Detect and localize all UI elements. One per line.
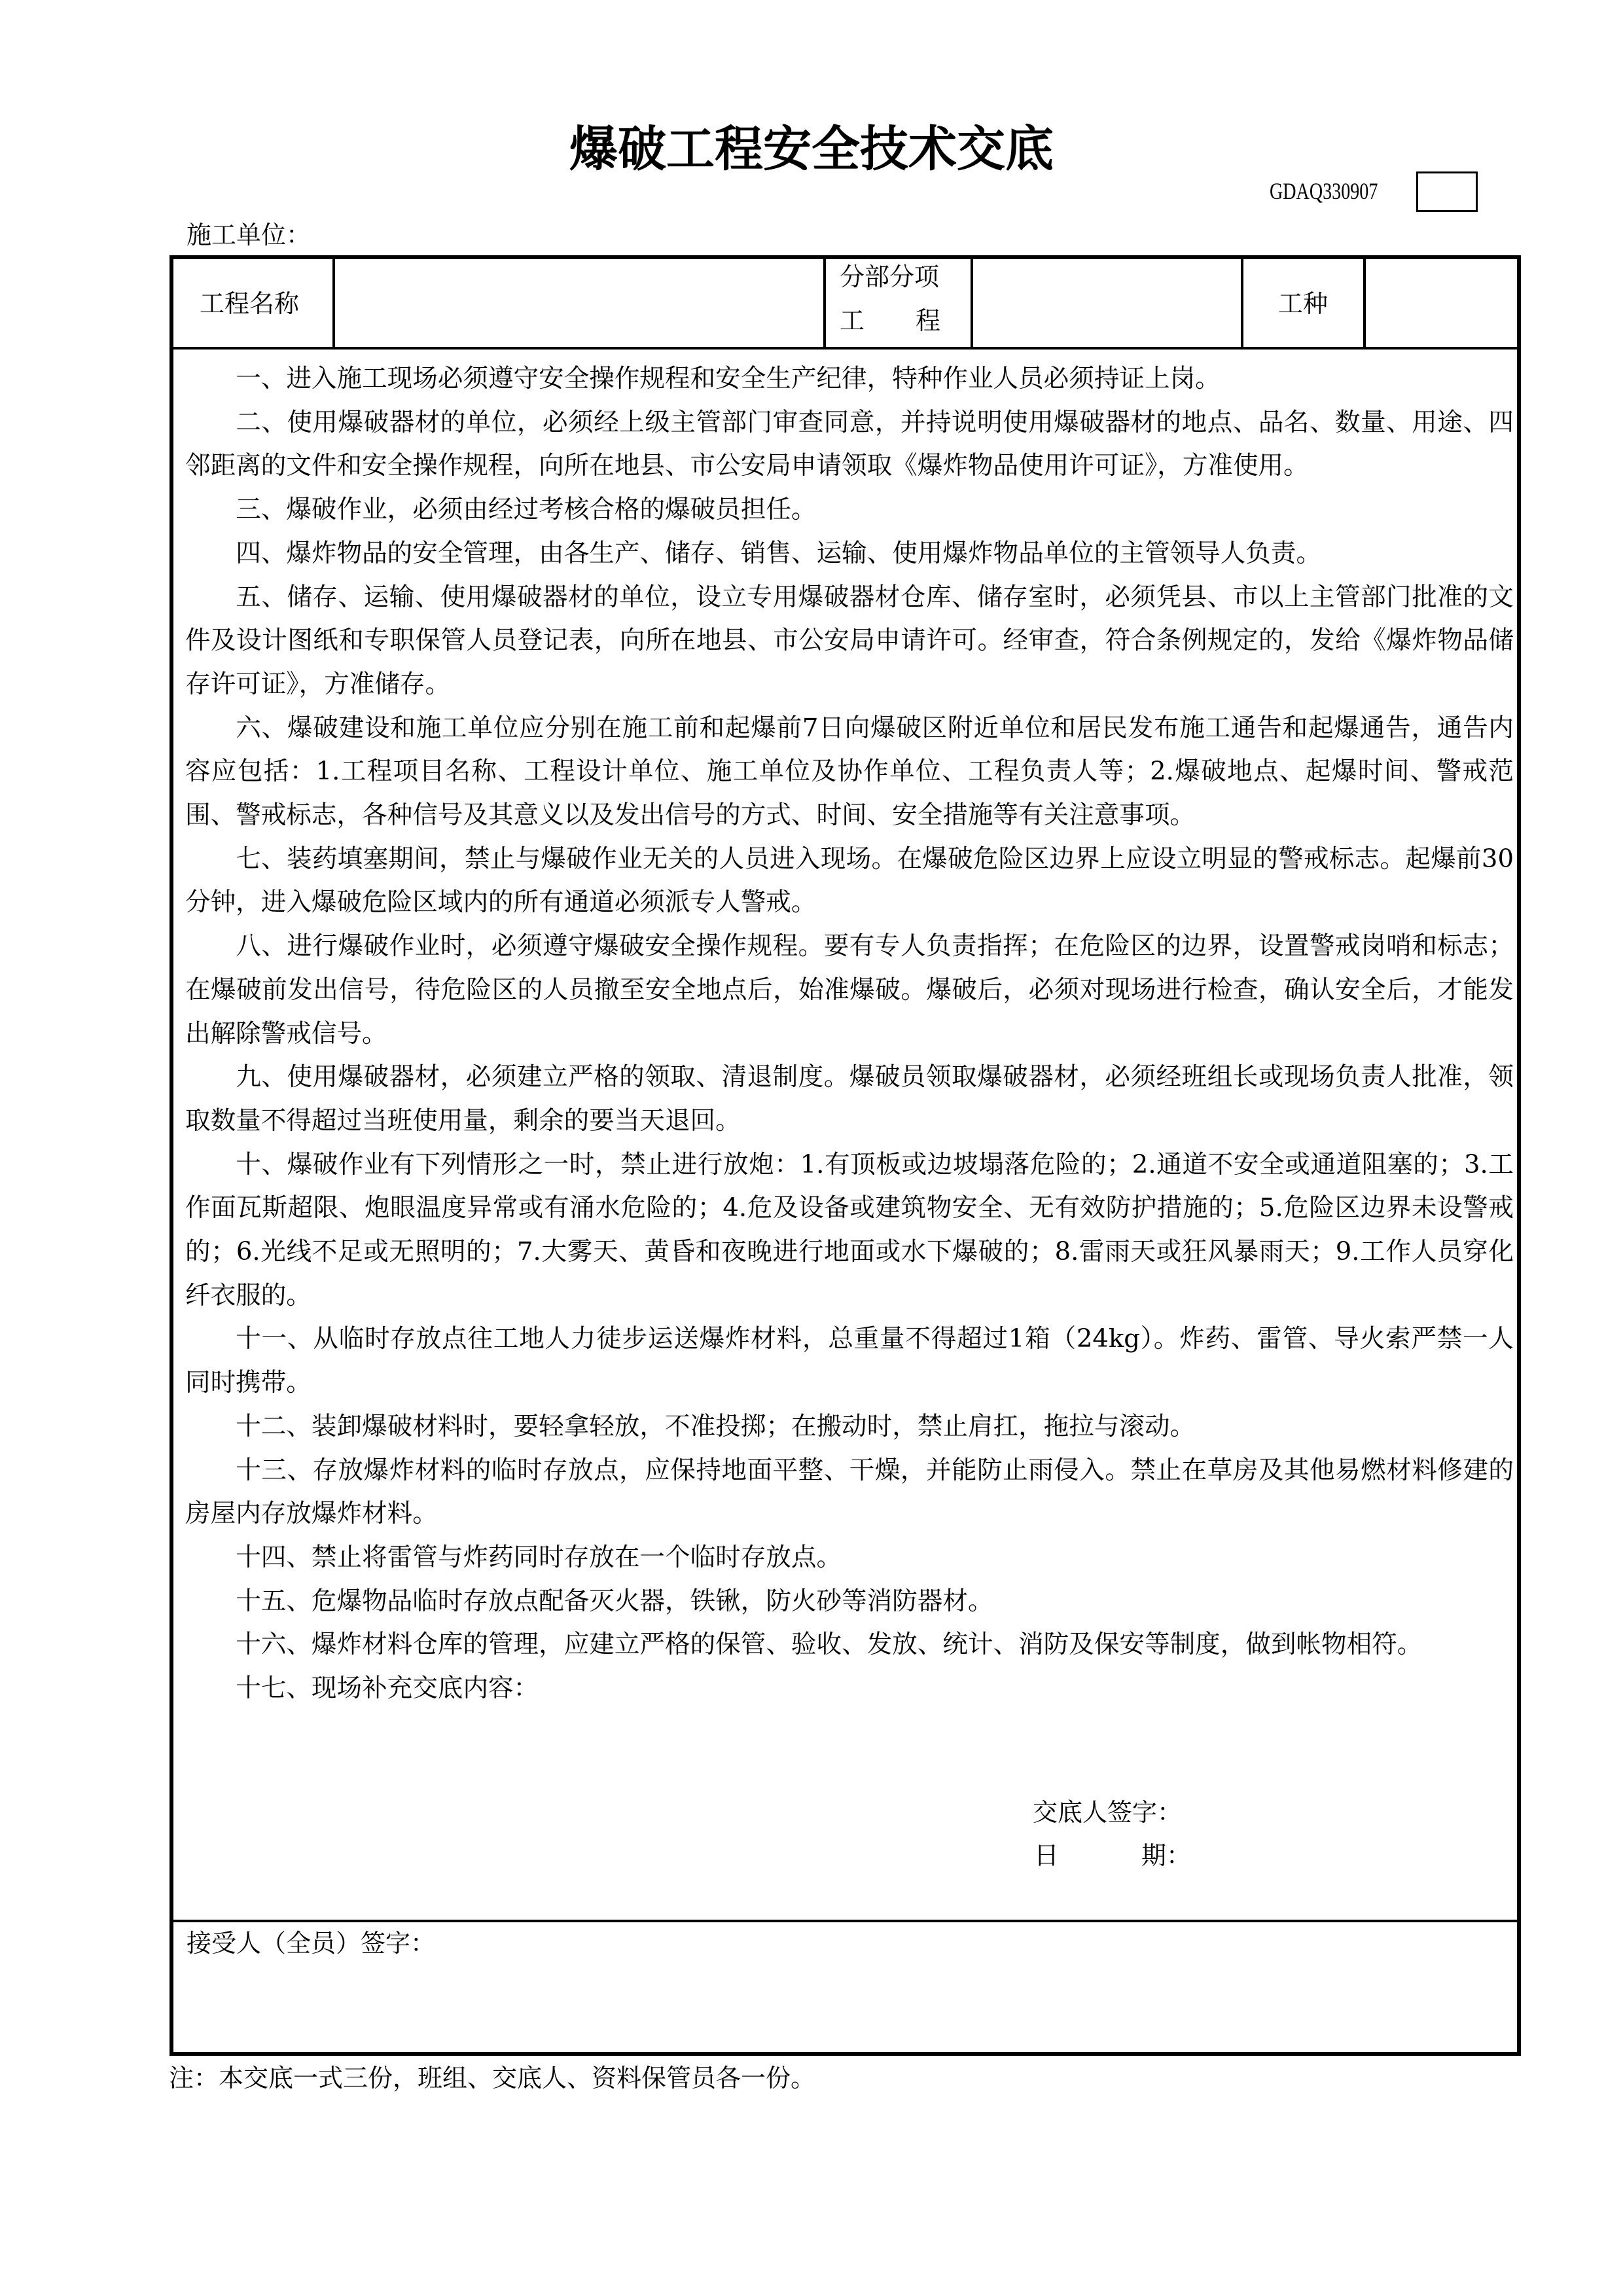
subproject-field[interactable] xyxy=(974,259,1240,346)
item-10: 十、爆破作业有下列情形之一时，禁止进行放炮：1.有顶板或边坡塌落危险的；2.通道不安全或通道阻塞的；3.工作面瓦斯超限、炮眼温度异常或有涌水危险的；4.危及设备或建筑物安全、无有效防护措施的；5.危险区边界未设警戒的；6.光线不足或无照明的；7.大雾天、黄昏和夜晚进行地面或水下爆破的；8.雷雨天或狂风暴雨天；9.工作人员穿化纤衣服的。 xyxy=(185,1149,1514,1310)
receiver-signature-label: 接受人（全员）签字： xyxy=(187,1929,436,1958)
trade-field[interactable] xyxy=(1367,259,1513,346)
date-label-b: 期： xyxy=(1141,1841,1192,1870)
form-code: GDAQ330907 xyxy=(1270,178,1378,204)
discloser-signature-label: 交底人签字： xyxy=(1033,1798,1183,1827)
subproject-label-line2-a: 工 xyxy=(840,306,865,335)
col-divider-1 xyxy=(332,259,335,348)
header-row-divider xyxy=(173,347,1517,350)
item-17: 十七、现场补充交底内容： xyxy=(236,1674,539,1704)
item-4: 四、爆炸物品的安全管理，由各生产、储存、销售、运输、使用爆炸物品单位的主管领导人负责。 xyxy=(236,538,1322,568)
subproject-label-line1: 分部分项 xyxy=(840,262,940,291)
col-divider-5 xyxy=(1363,259,1366,348)
col-divider-3 xyxy=(971,259,973,348)
col-divider-2 xyxy=(823,259,826,348)
col-divider-4 xyxy=(1241,259,1243,348)
item-12: 十二、装卸爆破材料时，要轻拿轻放，不准投掷；在搬动时，禁止肩扛，拖拉与滚动。 xyxy=(236,1411,1196,1441)
item-14: 十四、禁止将雷管与炸药同时存放在一个临时存放点。 xyxy=(236,1542,842,1572)
disclosure-items xyxy=(185,357,1514,1711)
item-13: 十三、存放爆炸材料的临时存放点，应保持地面平整、干燥，并能防止雨侵入。禁止在草房及其他易燃材料修建的房屋内存放爆炸材料。 xyxy=(185,1455,1514,1529)
trade-label: 工种 xyxy=(1278,289,1329,318)
item-8: 八、进行爆破作业时，必须遵守爆破安全操作规程。要有专人负责指挥；在危险区的边界，设置警戒岗哨和标志；在爆破前发出信号，待危险区的人员撤至安全地点后，始准爆破。爆破后，必须对现场进行检查，确认安全后，才能发出解除警戒信号。 xyxy=(185,931,1514,1049)
item-9: 九、使用爆破器材，必须建立严格的领取、清退制度。爆破员领取爆破器材，必须经班组长或现场负责人批准，领取数量不得超过当班使用量，剩余的要当天退回。 xyxy=(185,1062,1514,1136)
date-label-a: 日 xyxy=(1034,1841,1060,1870)
item-5: 五、储存、运输、使用爆破器材的单位，设立专用爆破器材仓库、储存室时，必须凭县、市以上主管部门批准的文件及设计图纸和专职保管人员登记表，向所在地县、市公安局申请许可。经审查，符合条例规定的，发给《爆炸物品储存许可证》，方准储存。 xyxy=(185,582,1514,699)
item-3: 三、爆破作业，必须由经过考核合格的爆破员担任。 xyxy=(236,495,817,525)
item-7: 七、装药填塞期间，禁止与爆破作业无关的人员进入现场。在爆破危险区边界上应设立明显的警戒标志。起爆前30分钟，进入爆破危险区域内的所有通道必须派专人警戒。 xyxy=(185,844,1514,918)
signature-row-divider xyxy=(173,1920,1517,1922)
project-name-field[interactable] xyxy=(336,259,822,346)
item-2: 二、使用爆破器材的单位，必须经上级主管部门审查同意，并持说明使用爆破器材的地点、品名、数量、用途、四邻距离的文件和安全操作规程，向所在地县、市公安局申请领取《爆炸物品使用许可证》，方准使用。 xyxy=(185,407,1514,481)
footer-note: 注：本交底一式三份，班组、交底人、资料保管员各一份。 xyxy=(169,2064,816,2092)
subproject-label-line2-b: 程 xyxy=(916,306,941,335)
item-6: 六、爆破建设和施工单位应分别在施工前和起爆前7日向爆破区附近单位和居民发布施工通告和起爆通告，通告内容应包括：1.工程项目名称、工程设计单位、施工单位及协作单位、工程负责人等；2.爆破地点、起爆时间、警戒范围、警戒标志，各种信号及其意义以及发出信号的方式、时间、安全措施等有关注意事项。 xyxy=(185,713,1514,831)
form-code-box[interactable] xyxy=(1416,171,1478,212)
item-15: 十五、危爆物品临时存放点配备灭火器，铁锹，防火砂等消防器材。 xyxy=(236,1586,993,1616)
item-11: 十一、从临时存放点往工地人力徒步运送爆炸材料，总重量不得超过1箱（24kg）。炸药、雷管、导火索严禁一人同时携带。 xyxy=(185,1324,1514,1398)
construction-unit-label: 施工单位： xyxy=(187,221,312,249)
item-16: 十六、爆炸材料仓库的管理，应建立严格的保管、验收、发放、统计、消防及保安等制度，做到帐物相符。 xyxy=(236,1630,1423,1660)
item-1: 一、进入施工现场必须遵守安全操作规程和安全生产纪律，特种作业人员必须持证上岗。 xyxy=(236,364,1221,393)
project-name-label: 工程名称 xyxy=(200,289,300,318)
document-title: 爆破工程安全技术交底 xyxy=(569,121,1054,177)
